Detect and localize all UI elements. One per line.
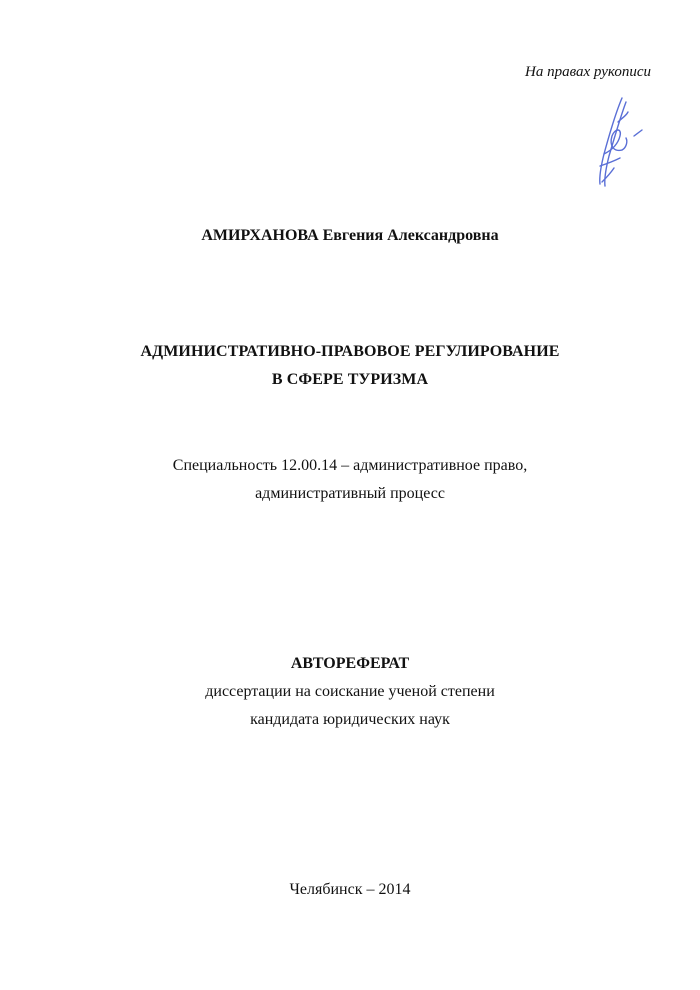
document-type: АВТОРЕФЕРАТ bbox=[290, 655, 410, 672]
author-name: АМИРХАНОВА Евгения Александровна bbox=[201, 227, 499, 244]
degree-line-2: кандидата юридических наук bbox=[250, 711, 450, 728]
thesis-title-line-2: В СФЕРЕ ТУРИЗМА bbox=[271, 371, 429, 388]
degree-line-1: диссертации на соискание ученой степени bbox=[205, 683, 495, 700]
specialty-line-2: административный процесс bbox=[255, 485, 445, 502]
signature-icon bbox=[582, 92, 652, 192]
rights-note: На правах рукописи bbox=[525, 64, 651, 80]
thesis-title-line-1: АДМИНИСТРАТИВНО-ПРАВОВОЕ РЕГУЛИРОВАНИЕ bbox=[140, 343, 560, 360]
specialty-line-1: Специальность 12.00.14 – административное право, bbox=[172, 457, 528, 474]
place-year: Челябинск – 2014 bbox=[289, 881, 411, 898]
